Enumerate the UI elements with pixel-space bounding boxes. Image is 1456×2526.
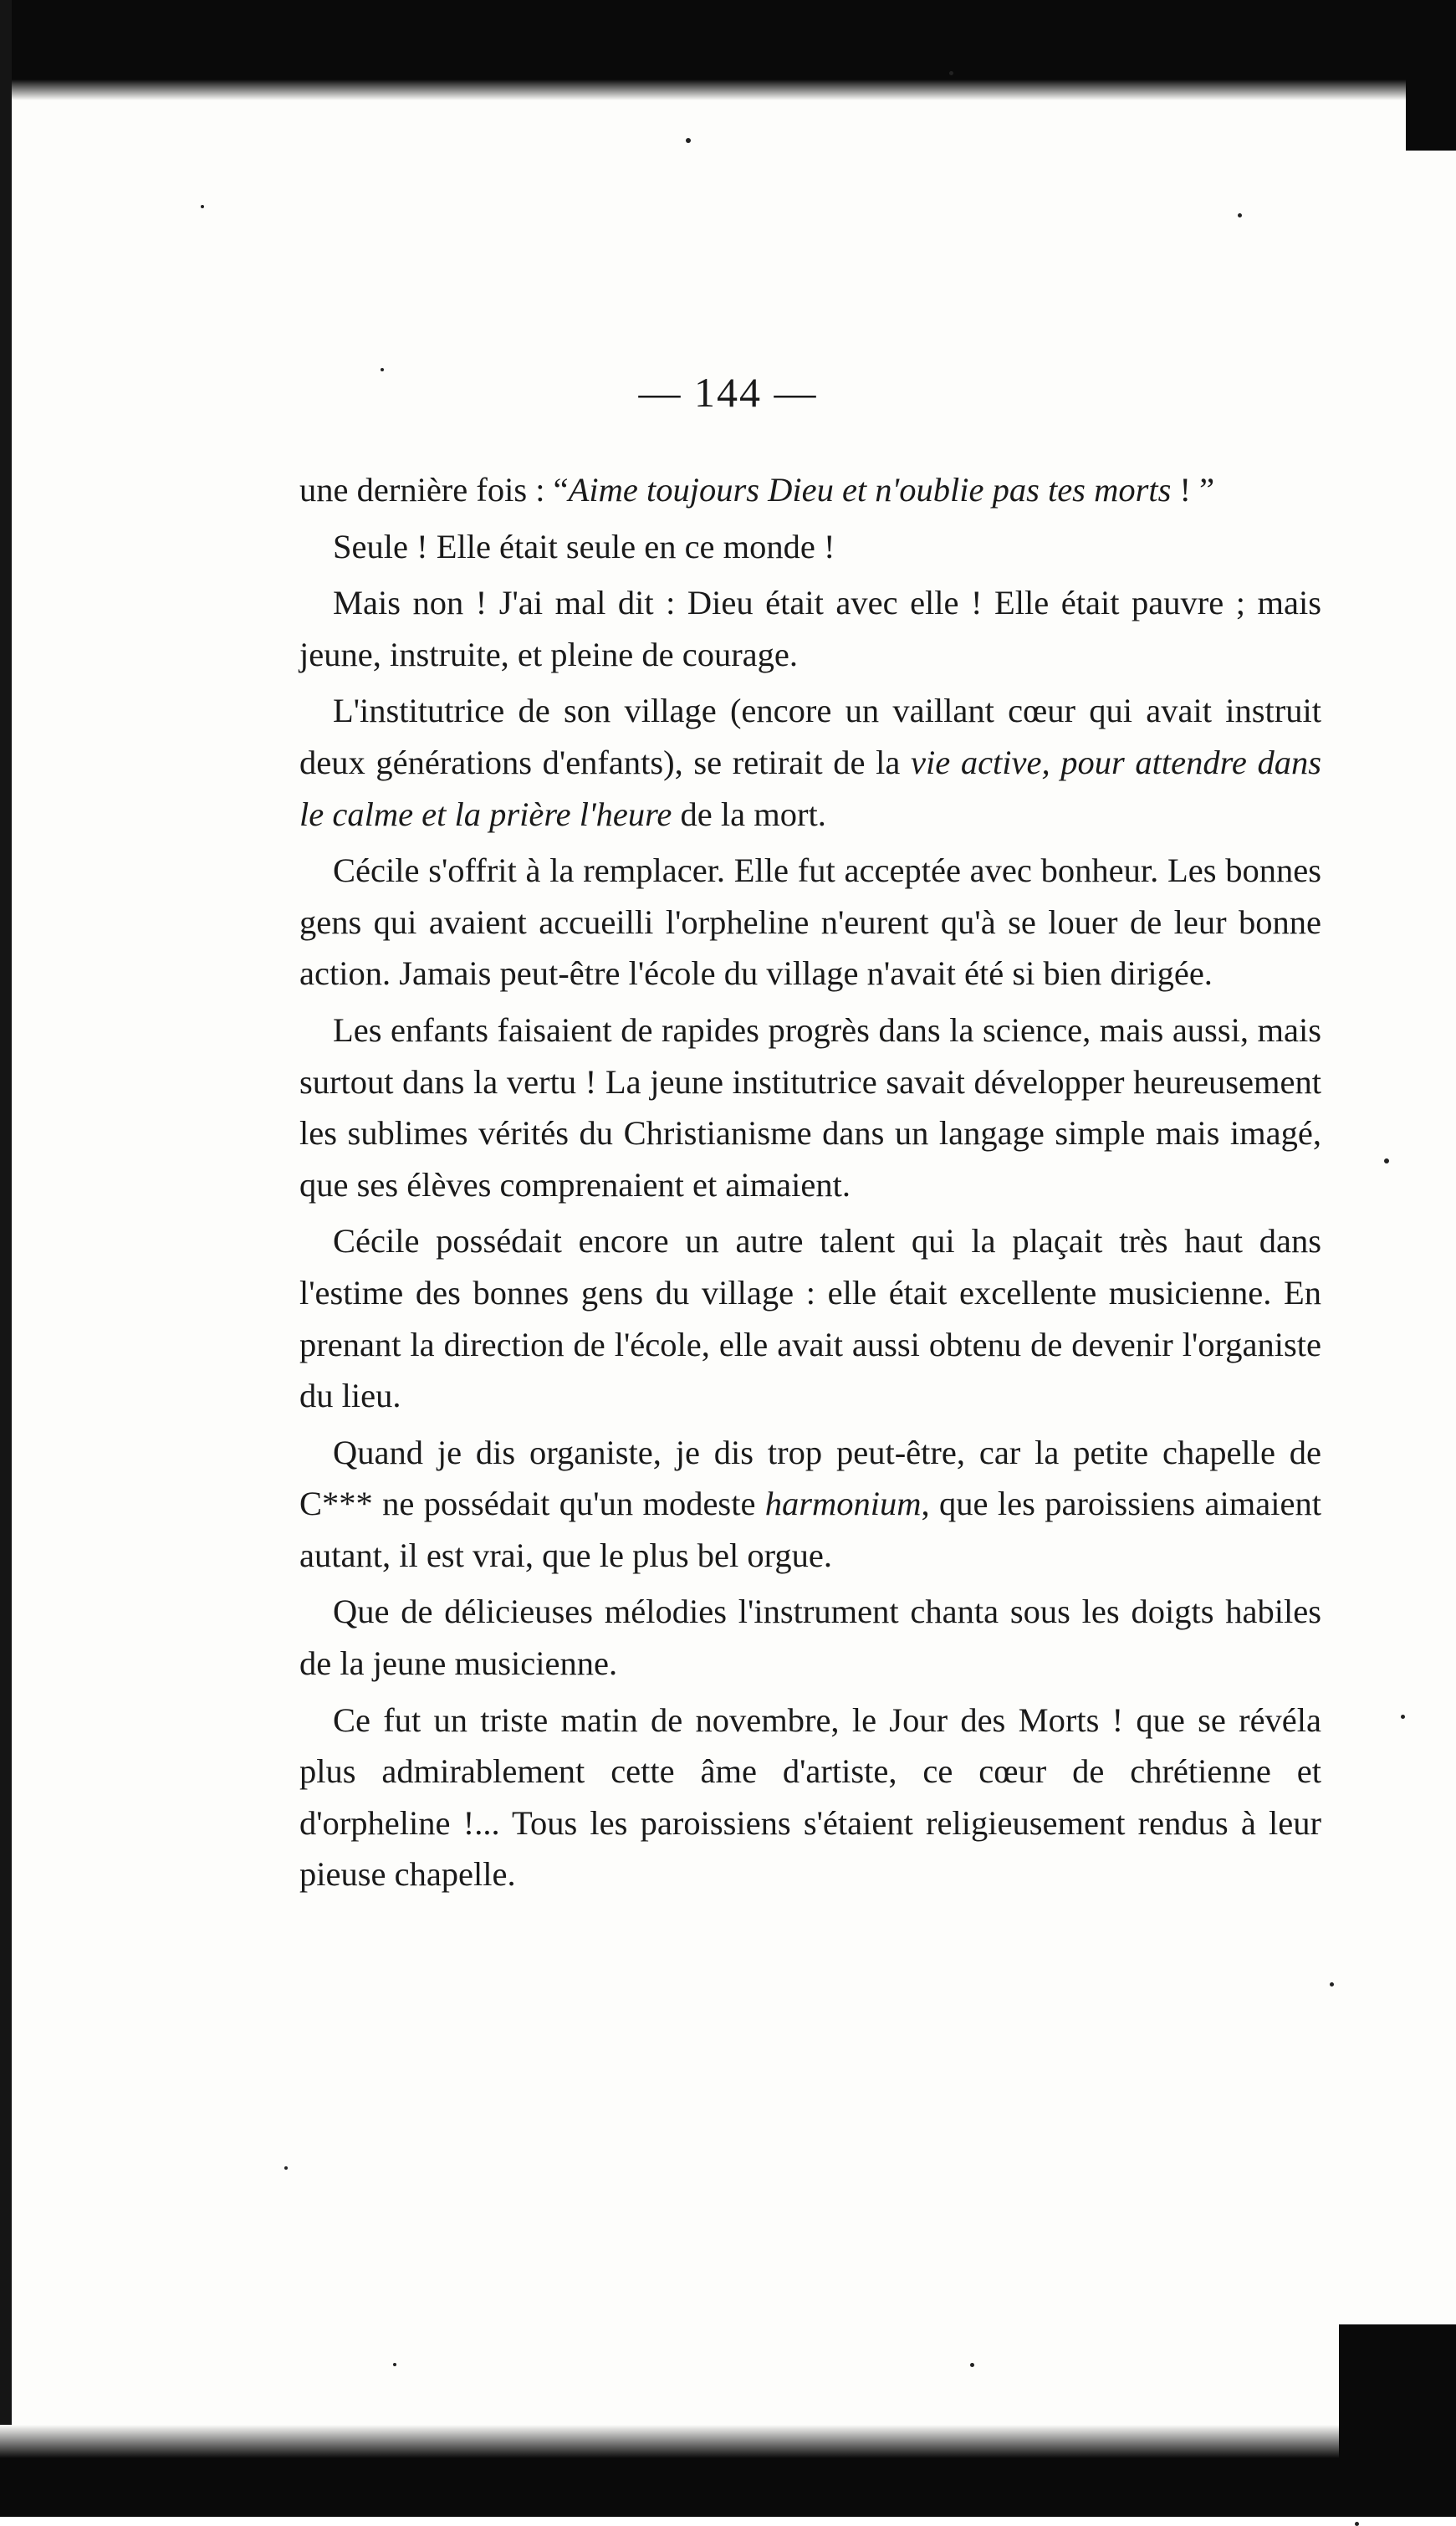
scan-border-right [1406,0,1456,151]
text-run: Ce fut un triste matin de novembre, le Jour des Morts ! que se révéla plus admirablement cette âme d'artiste, ce cœur de chrétienne et d'orpheline !... Tous les paroissiens s'étaient religieusement rendus à leur pieuse chapelle. [299,1700,1321,1894]
body-text [299,464,1321,1900]
text-run: une dernière fois : “ [299,471,569,509]
text-run: Seule ! Elle était seule en ce monde ! [333,527,835,565]
text-run: Cécile possédait encore un autre talent qui la plaçait très haut dans l'estime des bonnes gens du village : elle était excellente musicienne. En prenant la direction de l'école, elle avait aussi obtenu de devenir l'organiste du lieu. [299,1222,1321,1415]
paragraph [299,464,1321,516]
text-run: de la mort. [672,795,826,833]
text-run: L'institutrice de son village (encore un vaillant cœur qui avait instruit deux générations d'enfants), se retirait de la [299,692,1321,781]
text-run: ! ” [1171,471,1215,509]
paragraph [299,1695,1321,1900]
text-run: Quand je dis organiste, je dis trop peut-être, car la petite chapelle de C*** ne possédait qu'un modeste [299,1433,1321,1523]
text-run: Cécile s'offrit à la remplacer. Elle fut acceptée avec bonheur. Les bonnes gens qui avaient accueilli l'orpheline n'eurent qu'à se louer de leur bonne action. Jamais peut-être l'école du village n'avait été si bien dirigée. [299,851,1321,993]
paragraph [299,1427,1321,1582]
paragraph [299,1215,1321,1421]
text-run: Aime toujours Dieu et n'oublie pas tes morts [568,471,1172,509]
text-run: Que de délicieuses mélodies l'instrument chanta sous les doigts habiles de la jeune musicienne. [299,1593,1321,1683]
paragraph [299,577,1321,680]
text-run-italic: vie active, pour attendre dans le calme et la prière l'heure [299,743,1321,833]
paragraph [299,845,1321,1000]
scan-border-bottom-right [1339,2324,1456,2517]
paragraph [299,521,1321,573]
text-run: , que les paroissiens aimaient autant, il est vrai, que le plus bel orgue. [299,1485,1321,1574]
text-run: Les enfants faisaient de rapides progrès dans la science, mais aussi, mais surtout dans la vertu ! La jeune institutrice savait développer heureusement les sublimes vérités du Christianisme dans un langage simple mais imagé, que ses élèves comprenaient et aimaient. [299,1010,1321,1204]
scan-border-bottom [0,2425,1456,2517]
text-run-italic: harmonium [764,1485,922,1523]
paragraph [299,685,1321,840]
page-number: — 144 — [638,369,818,416]
paragraph [299,1005,1321,1210]
text-run: Mais non ! J'ai mal dit : Dieu était avec elle ! Elle était pauvre ; mais jeune, instruite, et pleine de courage. [299,584,1321,673]
scan-border-top [0,0,1456,100]
paragraph [299,1586,1321,1689]
